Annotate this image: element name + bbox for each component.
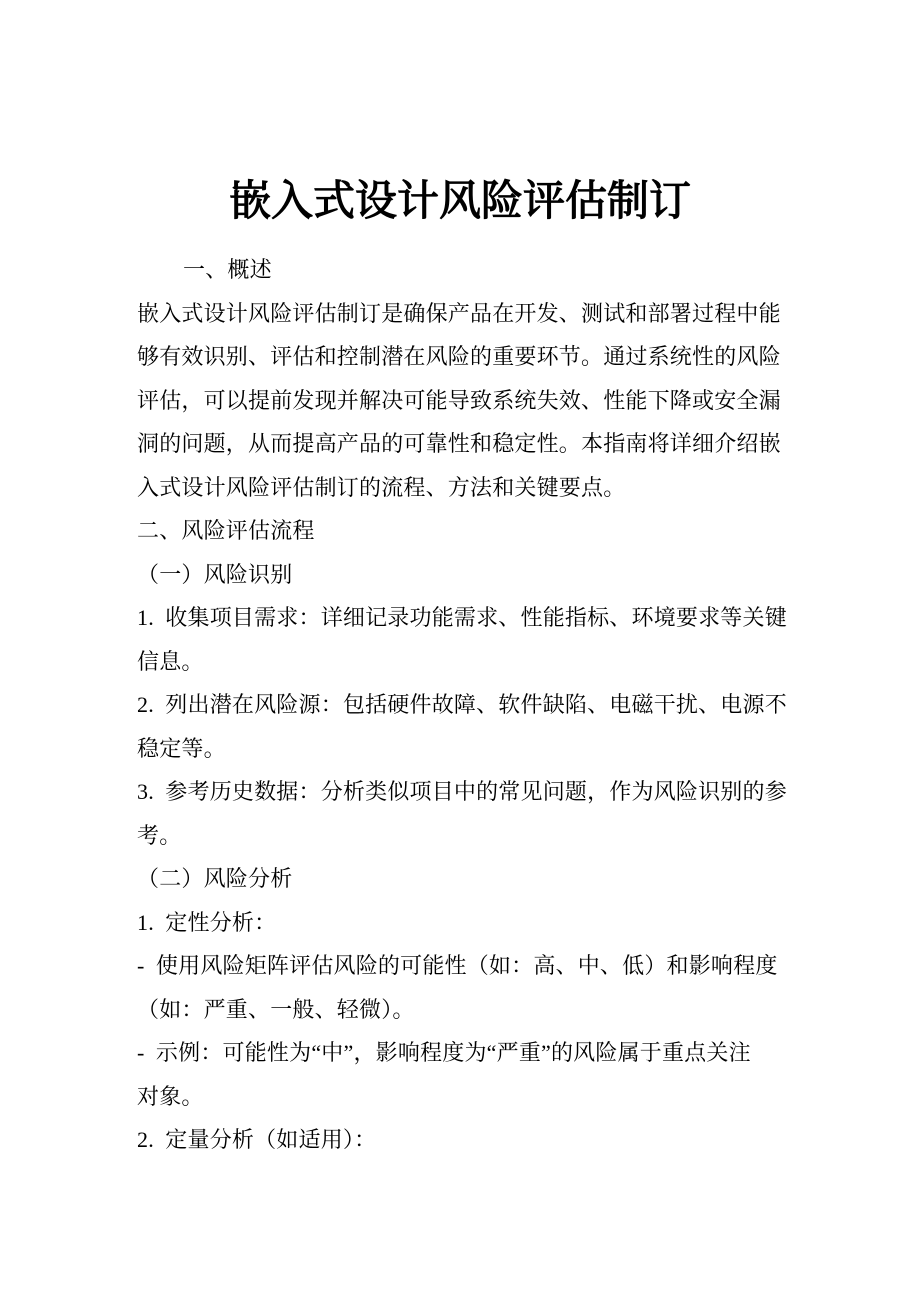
doc-line-subheading-identification: （一）风险识别	[137, 561, 293, 587]
doc-line-list-item: 1. 收集项目需求：详细记录功能需求、性能指标、环境要求等关键	[137, 605, 787, 630]
document-body	[137, 248, 817, 1162]
doc-line-subheading-analysis: （二）风险分析	[137, 866, 293, 891]
doc-line-list-item: 3. 参考历史数据：分析类似项目中的常见问题，作为风险识别的参	[137, 779, 787, 804]
doc-line-list-item: 2. 定量分析（如适用）：	[137, 1127, 377, 1152]
doc-line: 对象。	[137, 1083, 204, 1109]
doc-line: 评估，可以提前发现并解决可能导致系统失效、性能下降或安全漏	[137, 387, 781, 413]
doc-line: 信息。	[137, 648, 204, 674]
document-title: 嵌入式设计风险评估制订	[228, 177, 691, 225]
doc-line: 考。	[137, 822, 182, 848]
doc-line: 稳定等。	[137, 735, 226, 761]
doc-line-dash-item: - 使用风险矩阵评估风险的可能性（如：高、中、低）和影响程度	[137, 953, 778, 978]
doc-line-heading-overview: 一、概述	[183, 257, 272, 282]
doc-line: （如：严重、一般、轻微）。	[137, 996, 415, 1022]
doc-line-dash-item: - 示例：可能性为“中”，影响程度为“严重”的风险属于重点关注	[137, 1040, 751, 1065]
doc-line: 够有效识别、评估和控制潜在风险的重要环节。通过系统性的风险	[137, 344, 781, 369]
doc-line-list-item: 2. 列出潜在风险源：包括硬件故障、软件缺陷、电磁干扰、电源不	[137, 692, 787, 717]
doc-line: 入式设计风险评估制订的流程、方法和关键要点。	[137, 474, 626, 500]
doc-line: 嵌入式设计风险评估制订是确保产品在开发、测试和部署过程中能	[137, 300, 781, 326]
doc-line-heading-process: 二、风险评估流程	[137, 518, 315, 543]
doc-line-list-item: 1. 定性分析：	[137, 909, 277, 935]
doc-line: 洞的问题，从而提高产品的可靠性和稳定性。本指南将详细介绍嵌	[137, 431, 781, 456]
